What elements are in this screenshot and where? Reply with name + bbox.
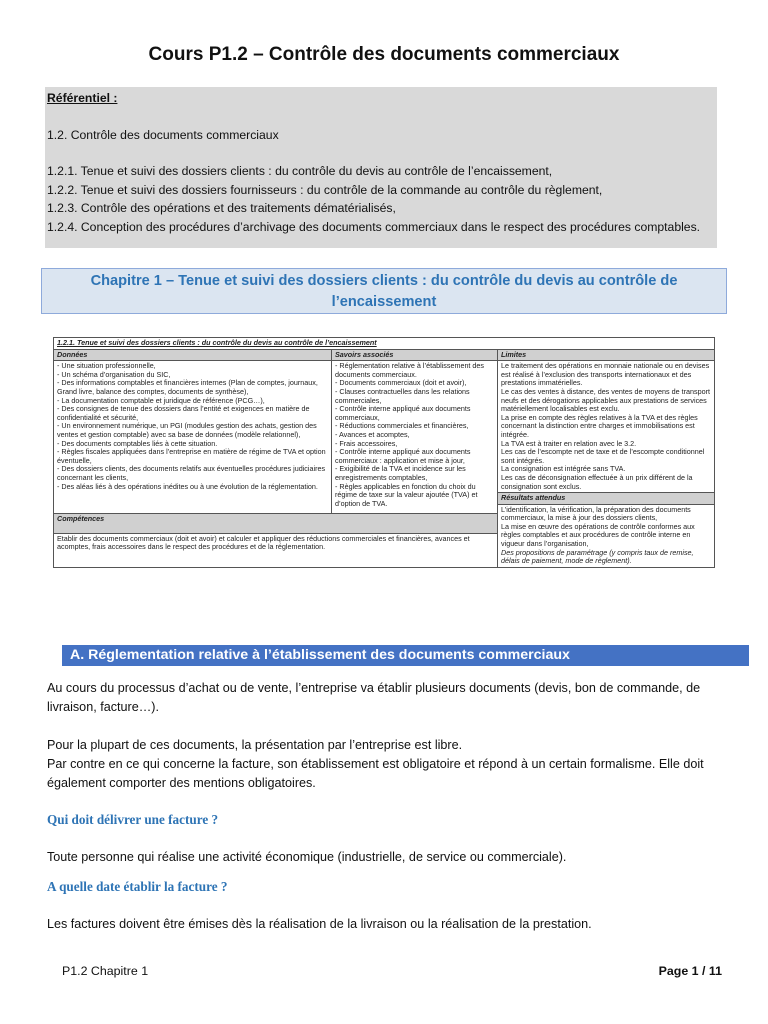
table-cell-line: Le cas des ventes à distance, des ventes de moyens de transport neufs et des dérogations applicables aux prestations de services matériellement localisables est exclu. bbox=[501, 386, 710, 414]
header-savoirs: Savoirs associés bbox=[332, 349, 498, 361]
section-a-title: A. Réglementation relative à l’établissement des documents commerciaux bbox=[62, 645, 749, 666]
paragraph: Au cours du processus d’achat ou de vente, l’entreprise va établir plusieurs documents (devis, bon de commande, de livraison, facture…). bbox=[47, 681, 701, 714]
paragraph: Toute personne qui réalise une activité économique (industrielle, de service ou commerciale). bbox=[47, 850, 567, 864]
header-competences: Compétences bbox=[54, 514, 498, 534]
referentiel-item: 1.2.1. Tenue et suivi des dossiers clients : du contrôle du devis au contrôle de l’encaissement, bbox=[47, 164, 553, 178]
referentiel-heading: 1.2. Contrôle des documents commerciaux bbox=[47, 127, 279, 142]
table-cell-line: - Un environnement numérique, un PGI (modules gestion des achats, gestion des ventes et gestion comptable) avec sa base de données (modèle relationnel), bbox=[57, 421, 317, 439]
paragraph: Les factures doivent être émises dès la réalisation de la livraison ou la réalisation de la prestation. bbox=[47, 917, 592, 931]
table-cell-line: L’identification, la vérification, la préparation des documents commerciaux, la mise à jour des dossiers clients, bbox=[501, 504, 691, 523]
table-cell-line: - Exigibilité de la TVA et incidence sur les enregistrements comptables, bbox=[335, 464, 466, 482]
paragraph: Pour la plupart de ces documents, la présentation par l’entreprise est libre. bbox=[47, 738, 463, 752]
table-cell-line: - Frais accessoires, bbox=[335, 438, 398, 448]
table-cell-line: La consignation est intégrée sans TVA. bbox=[501, 464, 626, 474]
table-cell-line: - Des consignes de tenue des dossiers dans l’entité et exigences en matière de confidentialité et sécurité, bbox=[57, 404, 310, 422]
footer-chapter: P1.2 Chapitre 1 bbox=[62, 964, 149, 978]
table-cell-line: - Réductions commerciales et financières, bbox=[335, 421, 469, 431]
table-cell-line: Des propositions de paramétrage (y compris taux de remise, délais de paiement, mode de règlement). bbox=[501, 547, 694, 566]
table-cell-line: - Règles fiscales appliquées dans l’entreprise en matière de régime de TVA et option éventuelle, bbox=[57, 447, 326, 465]
table-cell-line: - Règles applicables en fonction du choix du régime de taxe sur la valeur ajoutée (TVA) et d’option de TVA. bbox=[335, 481, 478, 508]
footer-page-number: Page 1 / 11 bbox=[658, 964, 722, 978]
table-cell-line: - Avances et acomptes, bbox=[335, 429, 410, 439]
cell-competences: Etablir des documents commerciaux (doit et avoir) et calculer et appliquer des réductions commerciales et financières, avances et acomptes, frais accessoires dans le respect des procédures et de la réglementation. bbox=[54, 533, 498, 567]
header-resultats: Résultats attendus bbox=[498, 493, 715, 505]
table-cell-line: - Contrôle interne appliqué aux documents commerciaux : application et mise à jour, bbox=[335, 447, 471, 465]
cell-donnees bbox=[54, 361, 332, 514]
table-cell-line: La mise en œuvre des opérations de contrôle conformes aux règles comptables et aux procédures de contrôle interne en vigueur dans l’organisation, bbox=[501, 521, 695, 549]
header-limites: Limites bbox=[498, 349, 715, 361]
table-cell-line: Les cas de l’escompte net de taxe et de l’escompte conditionnel sont intégrés. bbox=[501, 447, 705, 465]
referentiel-item: 1.2.3. Contrôle des opérations et des traitements dématérialisés, bbox=[47, 201, 396, 215]
table-cell-line: - Des informations comptables et financières internes (Plan de comptes, journaux, Grand livre, balance des comptes, documents de synthèse), bbox=[57, 378, 318, 396]
table-cell-line: La prise en compte des règles relatives à la TVA et des règles concernant la distinction entre charges et immobilisations est intégrée. bbox=[501, 412, 698, 439]
page-title: Cours P1.2 – Contrôle des documents commerciaux bbox=[148, 44, 620, 65]
table-cell-line: Les cas de déconsignation effectuée à un prix différent de la consignation sont exclus. bbox=[501, 472, 693, 491]
table-cell-line: - Clauses contractuelles dans les relations commerciales, bbox=[335, 386, 470, 405]
question-heading: A quelle date établir la facture ? bbox=[47, 879, 228, 894]
table-cell-line: - Contrôle interne appliqué aux documents commerciaux, bbox=[335, 404, 471, 422]
table-cell-line: - Un schéma d’organisation du SIC, bbox=[57, 369, 171, 379]
table-cell-line: Le traitement des opérations en monnaie nationale ou en devises est réalisé à l’exclusion des transports internationaux et des prestations immatérielles. bbox=[501, 361, 710, 388]
table-cell-line: - Une situation professionnelle, bbox=[57, 361, 156, 371]
cell-limites bbox=[498, 361, 715, 493]
table-cell-line: - Des aléas liés à des opérations inédites ou à une évolution de la réglementation. bbox=[57, 481, 318, 491]
header-donnees: Données bbox=[54, 349, 332, 361]
referentiel-item: 1.2.2. Tenue et suivi des dossiers fournisseurs : du contrôle de la commande au contrôle du règlement, bbox=[47, 182, 603, 197]
cell-resultats bbox=[498, 504, 715, 567]
table-cell-line: La TVA est à traiter en relation avec le 3.2. bbox=[501, 438, 637, 448]
referential-table bbox=[53, 337, 715, 568]
table-cell-line: - Réglementation relative à l’établissement des documents commerciaux. bbox=[335, 361, 485, 379]
table-cell-line: - Des documents comptables liés à cette situation. bbox=[57, 438, 218, 448]
question-heading: Qui doit délivrer une facture ? bbox=[47, 812, 219, 827]
cell-savoirs bbox=[332, 361, 498, 514]
referentiel-label: Référentiel : bbox=[47, 91, 118, 105]
table-title: 1.2.1. Tenue et suivi des dossiers clients : du contrôle du devis au contrôle de l’encaissement bbox=[54, 338, 715, 350]
table-cell-line: - La documentation comptable et juridique de référence (PCG…), bbox=[57, 395, 265, 405]
paragraph: Par contre en ce qui concerne la facture, son établissement est obligatoire et répond à un certain formalisme. Elle doit également comporter des mentions obligatoires. bbox=[47, 757, 704, 790]
table-cell-line: - Documents commerciaux (doit et avoir), bbox=[335, 378, 467, 388]
referentiel-box bbox=[45, 87, 717, 248]
referentiel-item: 1.2.4. Conception des procédures d’archivage des documents commerciaux dans le respect des procédures comptables. bbox=[47, 219, 701, 234]
table-cell-line: - Des dossiers clients, des documents relatifs aux éventuelles procédures judiciaires concernant les clients, bbox=[57, 464, 326, 482]
chapter-title: Chapitre 1 – Tenue et suivi des dossiers clients : du contrôle du devis au contrôle de l’encaissement bbox=[41, 268, 727, 314]
